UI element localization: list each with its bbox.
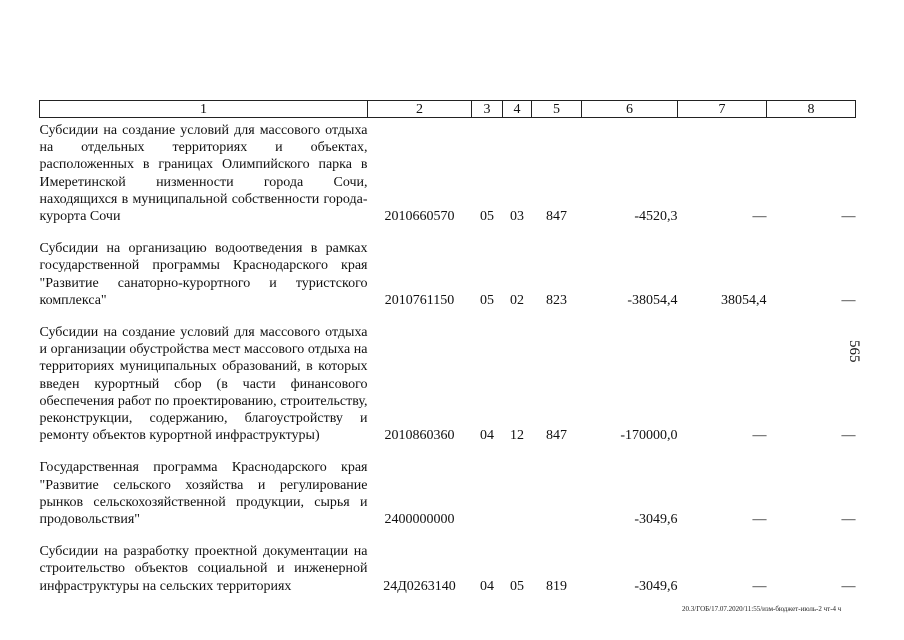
row-subsection: 12: [510, 428, 524, 444]
row-value-7: 38054,4: [721, 293, 767, 309]
table-row: [40, 324, 856, 444]
header-col-8: 8: [767, 101, 856, 118]
row-description: Субсидии на разработку проектной документации на строительство объектов социальной и инженерной инфраструктуры на сельских территориях: [39, 544, 368, 594]
header-col-1: 1: [40, 101, 368, 118]
row-expense-type: 819: [546, 578, 567, 594]
footer-file-stamp: 20.3/ГОБ/17.07.2020/11:55/изм-бюджет-июль-2 чт-4 ч: [682, 605, 842, 613]
spacer-cell: [40, 225, 856, 240]
header-col-2: 2: [368, 101, 472, 118]
spacer-cell: [40, 528, 856, 543]
table-row: [40, 459, 856, 528]
row-value-7: —: [752, 428, 767, 444]
table-body: [40, 118, 856, 595]
row-value-6: -3049,6: [634, 578, 678, 594]
row-value-6: -38054,4: [627, 293, 678, 309]
row-value-8: —: [841, 209, 856, 225]
table-row: [40, 543, 856, 595]
row-expense-type: 823: [546, 293, 567, 309]
header-row: [40, 101, 856, 118]
header-col-4: 4: [503, 101, 532, 118]
header-col-5: 5: [532, 101, 582, 118]
row-target-code: 24Д0263140: [383, 578, 456, 594]
row-subsection: 02: [510, 293, 524, 309]
row-description: Субсидии на создание условий для массового отдыха и организации обустройства мест массового отдыха на территориях муниципальных образований, в которых введен курортный сбор (в части финансового обеспечения работ по проектированию, строительству, реконструкции, содержанию, благоустройству и ремонту объектов курортной инфраструктуры): [39, 325, 368, 444]
spacer-cell: [40, 309, 856, 324]
row-expense-type: 847: [546, 428, 567, 444]
row-subsection: 05: [510, 578, 524, 594]
spacer-row: [40, 444, 856, 459]
row-expense-type: 847: [546, 209, 567, 225]
row-description: Субсидии на создание условий для массового отдыха на отдельных территориях и объектах, расположенных в границах Олимпийского парка в Имеретинской низменности города Сочи, находящихся в муниципальной собственности города-курорта Сочи: [39, 123, 368, 225]
table-row: [40, 240, 856, 309]
header-col-7: 7: [678, 101, 767, 118]
table-row: [40, 122, 856, 225]
row-section: 05: [480, 209, 494, 225]
budget-table: [39, 100, 856, 595]
row-section: 05: [480, 293, 494, 309]
row-value-8: —: [841, 293, 856, 309]
row-value-7: —: [752, 578, 767, 594]
row-subsection: 03: [510, 209, 524, 225]
row-value-8: —: [841, 428, 856, 444]
row-section: [472, 459, 503, 528]
row-target-code: 2400000000: [384, 512, 455, 528]
row-value-7: —: [752, 512, 767, 528]
header-col-6: 6: [582, 101, 678, 118]
row-value-6: -3049,6: [634, 512, 678, 528]
row-subsection: [503, 459, 532, 528]
row-target-code: 2010860360: [384, 428, 455, 444]
row-section: 04: [480, 428, 494, 444]
row-target-code: 2010660570: [384, 209, 455, 225]
page-number: 565: [846, 340, 862, 363]
spacer-cell: [40, 444, 856, 459]
row-value-8: —: [841, 578, 856, 594]
row-value-8: —: [841, 512, 856, 528]
spacer-row: [40, 225, 856, 240]
spacer-row: [40, 528, 856, 543]
spacer-row: [40, 309, 856, 324]
row-value-7: —: [752, 209, 767, 225]
row-value-6: -4520,3: [634, 209, 678, 225]
row-description: Государственная программа Краснодарского края "Развитие сельского хозяйства и регулирование рынков сельскохозяйственной продукции, сырья и продовольствия": [39, 460, 368, 528]
row-description: Субсидии на организацию водоотведения в рамках государственной программы Краснодарского края "Развитие санаторно-курортного и туристского комплекса": [39, 241, 368, 308]
row-value-6: -170000,0: [620, 428, 678, 444]
row-target-code: 2010761150: [384, 293, 455, 309]
table-header: [40, 101, 856, 118]
row-section: 04: [480, 578, 494, 594]
header-col-3: 3: [472, 101, 503, 118]
row-expense-type: [532, 459, 582, 528]
